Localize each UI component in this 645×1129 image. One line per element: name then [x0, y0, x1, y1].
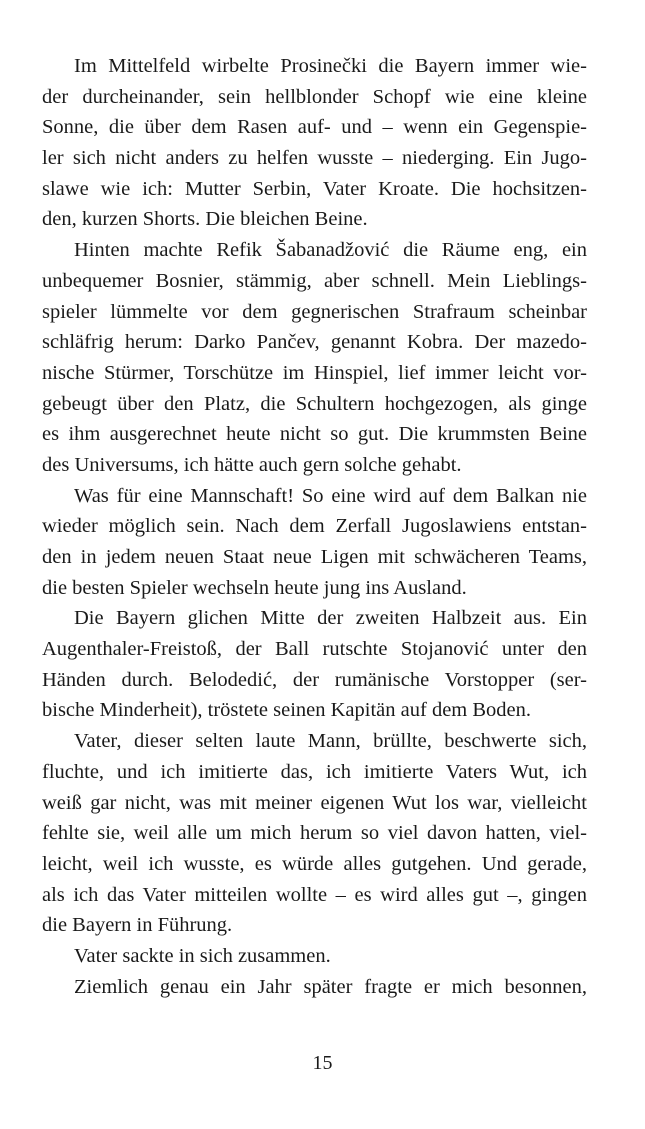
paragraph-3: [42, 481, 587, 604]
text-line: des Universums, ich hätte auch gern solche gehabt.: [42, 453, 462, 476]
text-line: Die Bayern glichen Mitte der zweiten Halbzeit aus. Ein: [74, 607, 587, 630]
text-line: als ich das Vater mitteilen wollte – es wird alles gut –, gingen: [42, 883, 587, 906]
text-line: leicht, weil ich wusste, es würde alles gutgehen. Und gerade,: [42, 852, 587, 875]
text-line: nische Stürmer, Torschütze im Hinspiel, lief immer leicht vor-: [42, 361, 587, 384]
paragraph-1: [42, 51, 587, 235]
paragraph-7: [42, 972, 587, 1003]
paragraph-6: [42, 941, 587, 972]
text-line: fehlte sie, weil alle um mich herum so viel davon hatten, viel-: [42, 822, 587, 845]
text-line: Augenthaler-Freistoß, der Ball rutschte Stojanović unter den: [42, 638, 587, 661]
text-line: Vater, dieser selten laute Mann, brüllte, beschwerte sich,: [74, 730, 587, 753]
text-line: spieler lümmelte vor dem gegnerischen Strafraum scheinbar: [42, 300, 587, 323]
text-line: bische Minderheit), tröstete seinen Kapitän auf dem Boden.: [42, 699, 532, 722]
text-line: die besten Spieler wechseln heute jung ins Ausland.: [42, 576, 467, 599]
text-line: Hinten machte Refik Šabanadžović die Räume eng, ein: [74, 239, 587, 262]
paragraph-5: [42, 726, 587, 941]
text-line: wieder möglich sein. Nach dem Zerfall Jugoslawiens entstan-: [42, 515, 587, 538]
page-number: 15: [312, 1052, 333, 1074]
paragraph-2: [42, 235, 587, 481]
text-line: Sonne, die über dem Rasen auf- und – wenn ein Gegenspie-: [42, 116, 587, 139]
text-line: Händen durch. Belodedić, der rumänische Vorstopper (ser-: [42, 668, 587, 691]
text-line: Im Mittelfeld wirbelte Prosinečki die Bayern immer wie-: [74, 55, 587, 77]
text-line: Vater sackte in sich zusammen.: [74, 944, 331, 967]
text-line: fluchte, und ich imitierte das, ich imitierte Vaters Wut, ich: [42, 760, 587, 783]
text-line: unbequemer Bosnier, stämmig, aber schnell. Mein Lieblings-: [42, 269, 587, 292]
text-line: slawe wie ich: Mutter Serbin, Vater Kroate. Die hochsitzen-: [42, 177, 587, 200]
text-line: es ihm ausgerechnet heute nicht so gut. Die krummsten Beine: [42, 423, 587, 446]
text-line: die Bayern in Führung.: [42, 914, 233, 937]
text-line: gebeugt über den Platz, die Schultern hochgezogen, als ginge: [42, 392, 587, 415]
text-line: Was für eine Mannschaft! So eine wird auf dem Balkan nie: [74, 484, 587, 507]
text-line: den in jedem neuen Staat neue Ligen mit schwächeren Teams,: [42, 546, 587, 568]
book-page-text: [42, 51, 587, 1002]
text-line: Ziemlich genau ein Jahr später fragte er mich besonnen,: [74, 975, 587, 998]
text-line: den, kurzen Shorts. Die bleichen Beine.: [42, 208, 368, 231]
paragraph-4: [42, 603, 587, 726]
text-line: ler sich nicht anders zu helfen wusste – niederging. Ein Jugo-: [42, 147, 587, 170]
text-line: schläfrig herum: Darko Pančev, genannt Kobra. Der mazedo-: [42, 331, 587, 354]
text-line: weiß gar nicht, was mit meiner eigenen Wut los war, vielleicht: [42, 791, 587, 814]
text-line: der durcheinander, sein hellblonder Schopf wie eine kleine: [42, 85, 587, 108]
